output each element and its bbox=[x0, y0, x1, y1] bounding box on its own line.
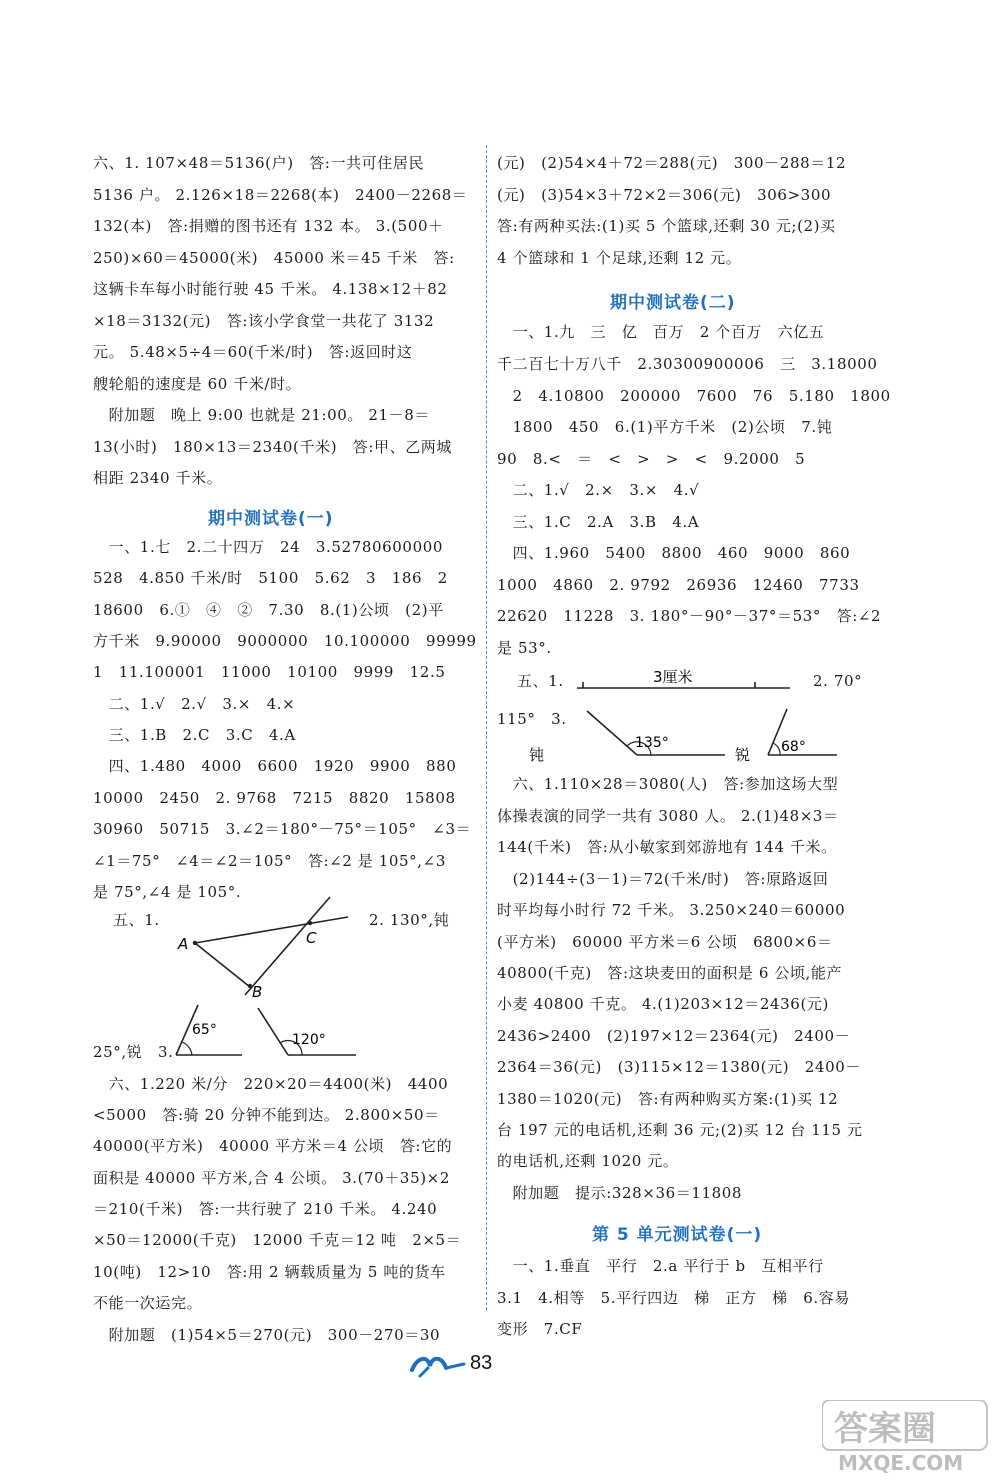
answer-text: 2. 70° bbox=[813, 672, 863, 690]
text-line: 千二百七十万八千 2.30300900006 三 3.18000 bbox=[497, 355, 878, 373]
text-line: (元) (3)54×3＋72×2＝306(元) 306>300 bbox=[497, 186, 832, 204]
text-line: 台 197 元的电话机,还剩 36 元;(2)买 12 台 115 元 bbox=[497, 1121, 863, 1139]
text-line: 144(千米) 答:从小敏家到郊游地有 144 千米。 bbox=[497, 838, 837, 856]
text-line: 3.1 4.相等 5.平行四边 梯 正方 梯 6.容易 bbox=[497, 1289, 850, 1307]
line-diagram bbox=[170, 895, 360, 1000]
text-line: 这辆卡车每小时能行驶 45 千米。 4.138×12＋82 bbox=[93, 280, 448, 298]
text-line: 2436>2400 (2)197×12＝2364(元) 2400－ bbox=[497, 1027, 851, 1045]
text-line: 元。 5.48×5÷4＝60(千米/时) 答:返回时这 bbox=[93, 343, 413, 361]
text-line: 艘轮船的速度是 60 千米/时。 bbox=[93, 375, 302, 393]
text-line: 体操表演的同学一共有 3080 人。 2.(1)48×3＝ bbox=[497, 807, 839, 825]
text-line: 1000 4860 2. 9792 26936 12460 7733 bbox=[497, 576, 860, 594]
text-line: 相距 2340 千米。 bbox=[93, 469, 223, 487]
line-ab bbox=[195, 943, 250, 987]
text-line: 小麦 40800 千克。 4.(1)203×12＝2436(元) bbox=[497, 995, 829, 1013]
text-line: ＝210(千米) 答:一共行驶了 210 千米。 4.240 bbox=[93, 1200, 438, 1218]
text-line: 4 个篮球和 1 个足球,还剩 12 元。 bbox=[497, 249, 742, 267]
question-label: 五、1. bbox=[113, 911, 160, 929]
section-title: 第 5 单元测试卷(一) bbox=[592, 1225, 763, 1245]
angle-diagram bbox=[170, 1000, 360, 1062]
angle2-arm bbox=[258, 1008, 288, 1055]
text-line: 变形 7.CF bbox=[497, 1320, 583, 1338]
text-line: 一、1.九 三 亿 百万 2 个百万 六亿五 bbox=[497, 323, 825, 341]
text-line: 25°,锐 3. bbox=[93, 1043, 174, 1061]
text-line: (2)144÷(3－1)＝72(千米/时) 答:原路返回 bbox=[497, 870, 829, 888]
angle1-arc bbox=[182, 1042, 192, 1055]
line-bc bbox=[245, 897, 330, 995]
angle2-arc bbox=[773, 743, 780, 755]
ruler-segment bbox=[575, 668, 795, 694]
text-line: ×18＝3132(元) 答:该小学食堂一共花了 3132 bbox=[93, 312, 435, 330]
text-line: 的电话机,还剩 1020 元。 bbox=[497, 1152, 679, 1170]
obtuse-label: 钝 bbox=[529, 746, 545, 764]
point-b-label: B bbox=[252, 983, 263, 1000]
text-line: <5000 答:骑 20 分钟不能到达。 2.800×50＝ bbox=[93, 1106, 440, 1124]
text-line: 方千米 9.90000 9000000 10.100000 99999 bbox=[93, 632, 477, 650]
angle2-value: 120° bbox=[292, 1032, 326, 1048]
text-line: 答:有两种买法:(1)买 5 个篮球,还剩 30 元;(2)买 bbox=[497, 217, 836, 235]
text-line: 六、1.110×28＝3080(人) 答:参加这场大型 bbox=[497, 775, 839, 793]
text-line: 二、1.√ 2.√ 3.× 4.× bbox=[93, 695, 296, 713]
point-a-label: A bbox=[178, 935, 189, 953]
text-line: 22620 11228 3. 180°－90°－37°＝53° 答:∠2 bbox=[497, 607, 882, 625]
text-line: 250)×60＝45000(米) 45000 米＝45 千米 答: bbox=[93, 249, 455, 267]
text-line: 90 8.< ＝ < > > < 9.2000 5 bbox=[497, 450, 806, 468]
text-line: 二、1.√ 2.× 3.× 4.√ bbox=[497, 481, 700, 499]
text-line: ×50＝12000(千克) 12000 千克＝12 吨 2×5＝ bbox=[93, 1231, 462, 1249]
text-line: 5136 户。 2.126×18＝2268(本) 2400－2268＝ bbox=[93, 186, 468, 204]
text-line: 1 11.100001 11000 10100 9999 12.5 bbox=[93, 663, 446, 681]
text-line: 附加题 提示:328×36＝11808 bbox=[497, 1184, 743, 1202]
text-line: 13(小时) 180×13＝2340(千米) 答:甲、乙两城 bbox=[93, 438, 453, 456]
text-line: 115° 3. bbox=[497, 710, 567, 728]
text-line: 时平均每小时行 72 千米。 3.250×240＝60000 bbox=[497, 901, 846, 919]
text-line: 528 4.850 千米/时 5100 5.62 3 186 2 bbox=[93, 569, 448, 587]
watermark-url: MXQE.COM bbox=[838, 1451, 964, 1475]
text-line: 是 75°,∠4 是 105°. bbox=[93, 883, 242, 901]
text-line: 132(本) 答:捐赠的图书还有 132 本。 3.(500＋ bbox=[93, 217, 444, 235]
answer-text: 2. 130°,钝 bbox=[369, 911, 450, 929]
angle2-value: 68° bbox=[781, 739, 806, 755]
text-line: 2364＝36(元) (3)115×12＝1380(元) 2400－ bbox=[497, 1058, 861, 1076]
section-title: 期中测试卷(二) bbox=[610, 293, 736, 313]
text-line: (元) (2)54×4＋72＝288(元) 300－288＝12 bbox=[497, 154, 847, 172]
text-line: 三、1.C 2.A 3.B 4.A bbox=[497, 513, 700, 531]
text-line: (平方米) 60000 平方米＝6 公顷 6800×6＝ bbox=[497, 933, 833, 951]
watermark-text: 答案圈 bbox=[834, 1409, 936, 1449]
acute-label: 锐 bbox=[735, 746, 751, 764]
text-line: 1380＝1020(元) 答:有两种购买方案:(1)买 12 bbox=[497, 1090, 839, 1108]
text-line: 附加题 晚上 9:00 也就是 21:00。 21－8＝ bbox=[93, 406, 431, 424]
text-line: 18600 6.① ④ ② 7.30 8.(1)公顷 (2)平 bbox=[93, 601, 444, 619]
text-line: 四、1.480 4000 6600 1920 9900 880 bbox=[93, 757, 457, 775]
angle1-arm bbox=[587, 711, 637, 755]
text-line: 一、1.垂直 平行 2.a 平行于 b 互相平行 bbox=[497, 1257, 824, 1275]
section-title: 期中测试卷(一) bbox=[208, 509, 334, 529]
text-line: 是 53°. bbox=[497, 639, 552, 657]
text-line: 四、1.960 5400 8800 460 9000 860 bbox=[497, 544, 851, 562]
text-line: 不能一次运完。 bbox=[93, 1294, 203, 1312]
text-line: 面积是 40000 平方米,合 4 公顷。 3.(70＋35)×2 bbox=[93, 1169, 450, 1187]
text-line: 三、1.B 2.C 3.C 4.A bbox=[93, 726, 296, 744]
text-line: 1800 450 6.(1)平方千米 (2)公顷 7.钝 bbox=[497, 418, 833, 436]
text-line: ∠1＝75° ∠4＝∠2＝105° 答:∠2 是 105°,∠3 bbox=[93, 852, 446, 870]
line-ac bbox=[195, 917, 348, 943]
question-label: 五、1. bbox=[517, 672, 564, 690]
ruler-label: 3厘米 bbox=[653, 668, 693, 686]
text-line: 六、1.220 米/分 220×20＝4400(米) 4400 bbox=[93, 1075, 449, 1093]
text-line: 10(吨) 12>10 答:用 2 辆载质量为 5 吨的货车 bbox=[93, 1263, 446, 1281]
text-line: 10000 2450 2. 9768 7215 8820 15808 bbox=[93, 789, 456, 807]
point-a-dot bbox=[193, 941, 197, 945]
text-line: 40000(平方米) 40000 平方米＝4 公顷 答:它的 bbox=[93, 1137, 453, 1155]
angle1-value: 65° bbox=[192, 1022, 217, 1038]
text-line: 40800(千克) 答:这块麦田的面积是 6 公顷,能产 bbox=[497, 964, 843, 982]
point-c-dot bbox=[308, 921, 312, 925]
point-c-label: C bbox=[306, 929, 317, 947]
text-line: 30960 50715 3.∠2＝180°－75°＝105° ∠3＝ bbox=[93, 820, 472, 838]
publisher-logo-icon bbox=[408, 1350, 466, 1380]
text-line: 六、1. 107×48＝5136(户) 答:一共可住居民 bbox=[93, 154, 425, 172]
watermark-logo bbox=[822, 1400, 992, 1478]
column-divider bbox=[486, 145, 487, 1310]
text-line: 附加题 (1)54×5＝270(元) 300－270＝30 bbox=[93, 1326, 441, 1344]
page-number: 83 bbox=[470, 1352, 493, 1374]
text-line: 2 4.10800 200000 7600 76 5.180 1800 bbox=[497, 387, 891, 405]
text-line: 一、1.七 2.二十四万 24 3.52780600000 bbox=[93, 538, 444, 556]
angle1-value: 135° bbox=[635, 735, 669, 751]
angle-diagram bbox=[525, 705, 845, 765]
